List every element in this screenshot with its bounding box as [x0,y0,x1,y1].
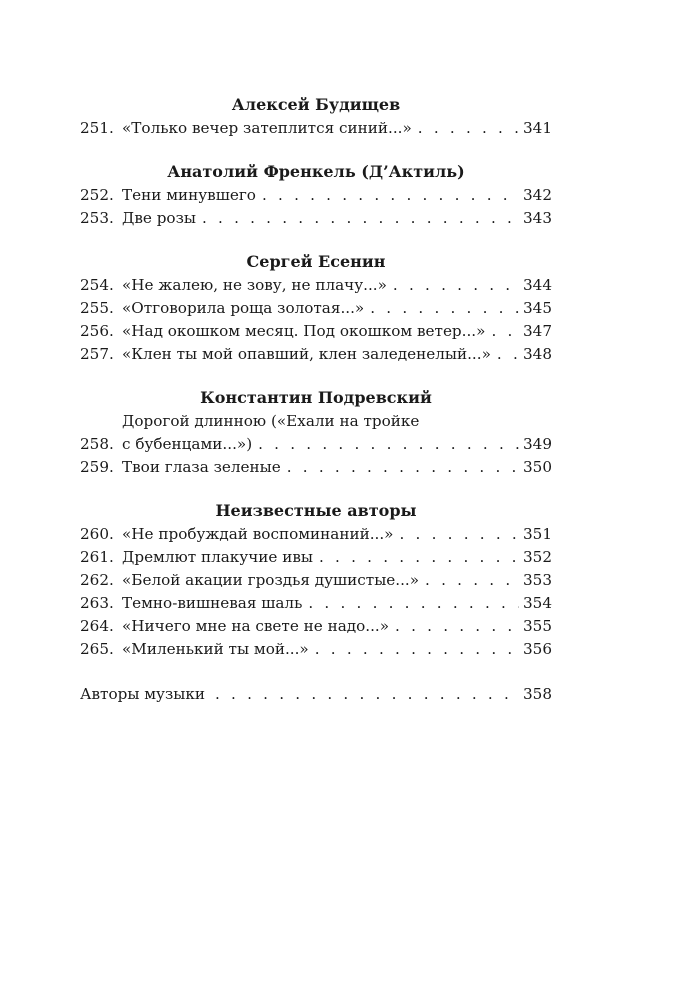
dot-leader [262,184,519,207]
entry-number: 252. [80,186,114,204]
toc-entry [80,274,552,297]
entry-number: 256. [80,322,114,340]
toc-section [80,93,552,140]
dot-leader [370,297,519,320]
dot-leader [258,433,519,456]
entry-title: «Белой акации гроздья душистые...» [122,571,420,589]
dot-leader [202,207,519,230]
toc-entry [80,546,552,569]
entry-title: «Не жалею, не зову, не плачу...» [122,276,387,294]
entry-page: 345 [523,299,552,317]
entry-page: 349 [523,435,552,453]
toc-entry [80,523,552,546]
entry-title: «Над окошком месяц. Под окошком ветер...» [122,322,486,340]
entry-page: 356 [523,640,552,658]
section-author: Константин Подревский [200,388,432,407]
dot-leader [399,523,519,546]
toc-entry [80,207,552,230]
toc-entry [80,320,552,343]
toc-entry [80,297,552,320]
entry-title: Темно-вишневая шаль [122,594,303,612]
dot-leader [319,546,519,569]
entry-title-line-1: Дорогой длинною («Ехали на тройке [122,412,420,430]
toc-section [80,386,552,479]
table-of-contents [80,93,552,706]
entry-page: 342 [523,186,552,204]
entry-title: «Ничего мне на свете не надо...» [122,617,390,635]
entry-number: 258. [80,435,114,453]
section-author: Неизвестные авторы [215,501,417,520]
entry-title: «Только вечер затеплится синий...» [122,119,412,137]
dot-leader [287,456,519,479]
entry-number: 264. [80,617,114,635]
entry-number: 257. [80,345,114,363]
toc-section [80,160,552,230]
entry-page: 352 [523,548,552,566]
entry-title: Тени минувшего [122,186,256,204]
entry-number: 265. [80,640,114,658]
toc-entry [80,343,552,366]
toc-entry [80,410,552,456]
section-author: Алексей Будищев [231,95,401,114]
entry-title: «Клен ты мой опавший, клен заледенелый...» [122,345,491,363]
dot-leader [425,569,519,592]
entry-number: 259. [80,458,114,476]
dot-leader [491,320,519,343]
entry-page: 351 [523,525,552,543]
dot-leader [393,274,519,297]
entry-title: Твои глаза зеленые [122,458,281,476]
entry-page: 355 [523,617,552,635]
entry-page: 348 [523,345,552,363]
dot-leader [308,592,519,615]
entry-number: 255. [80,299,114,317]
entry-page: 343 [523,209,552,227]
toc-entry [80,592,552,615]
toc-entry [80,638,552,661]
dot-leader [395,615,519,638]
toc-entry [80,569,552,592]
entry-number: 263. [80,594,114,612]
dot-leader [418,117,519,140]
entry-page: 341 [523,119,552,137]
entry-title: Дремлют плакучие ивы [122,548,313,566]
toc-entry [80,117,552,140]
entry-title-line-2: с бубенцами...») [122,435,253,453]
entry-number: 251. [80,119,114,137]
entry-page: 347 [523,322,552,340]
entry-page: 354 [523,594,552,612]
entry-number: 254. [80,276,114,294]
composers-label: Авторы музыки [80,685,205,703]
entry-title: Две розы [122,209,196,227]
entry-number: 261. [80,548,114,566]
entry-number: 260. [80,525,114,543]
entry-page: 344 [523,276,552,294]
toc-entry [80,456,552,479]
dot-leader [497,343,519,366]
entry-title: «Не пробуждай воспоминаний...» [122,525,394,543]
entry-title-row [122,433,552,456]
toc-entry [80,184,552,207]
dot-leader [315,638,519,661]
toc-section [80,499,552,661]
entry-title: «Отговорила роща золотая...» [122,299,365,317]
entry-number: 262. [80,571,114,589]
entry-page: 350 [523,458,552,476]
entry-number: 253. [80,209,114,227]
dot-leader [215,683,519,706]
section-author: Сергей Есенин [246,252,386,271]
entry-page: 358 [523,685,552,703]
toc-section [80,250,552,366]
entry-title: «Миленький ты мой...» [122,640,309,658]
entry-title-block [122,410,552,456]
toc-entry-composers [80,683,552,706]
section-author: Анатолий Френкель (Д’Актиль) [167,162,465,181]
toc-entry [80,615,552,638]
entry-page: 353 [523,571,552,589]
